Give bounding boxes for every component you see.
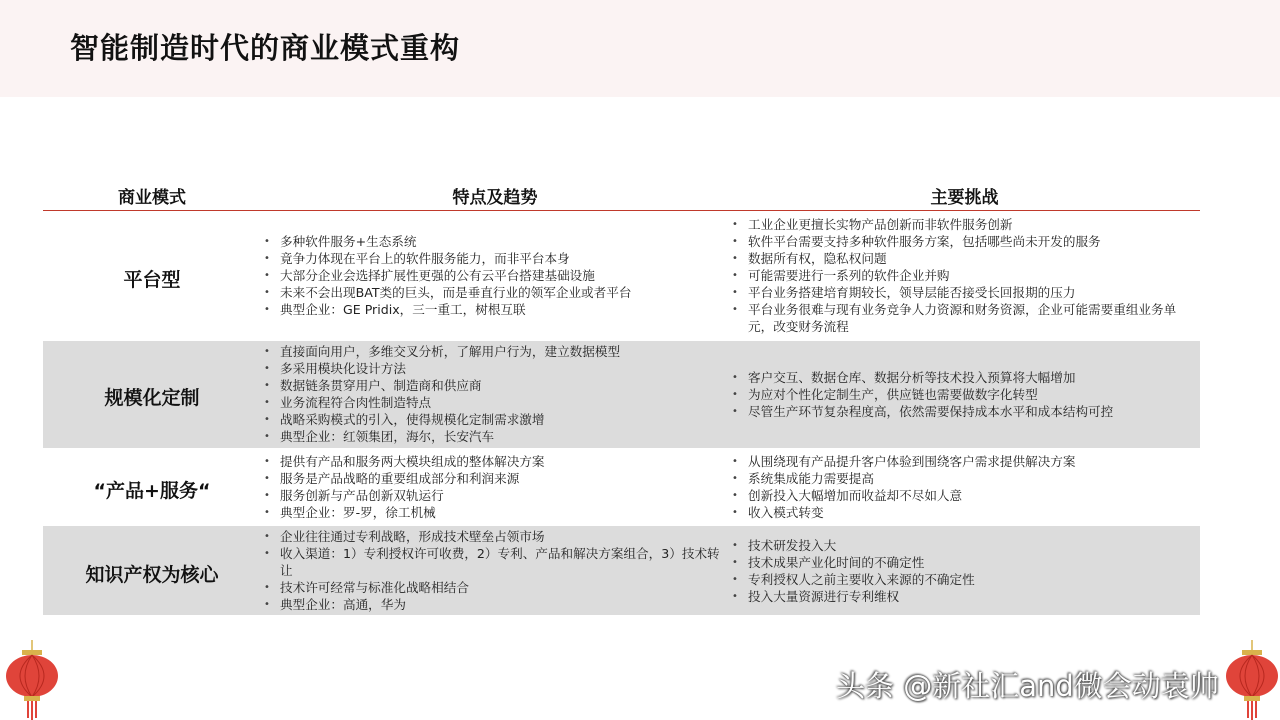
list-item: • 为应对个性化定制生产，供应链也需要做数字化转型 (729, 386, 1189, 403)
challenges-list (729, 537, 1189, 605)
list-item: • 多采用模块化设计方法 (261, 360, 721, 377)
list-item: • 创新投入大幅增加而收益却不尽如人意 (729, 487, 1189, 504)
list-item: • 收入模式转变 (729, 504, 1189, 521)
list-item: • 典型企业：罗-罗，徐工机械 (261, 504, 721, 521)
column-header-challenges: 主要挑战 (930, 188, 999, 208)
column-header-features: 特点及趋势 (452, 188, 538, 208)
row-mode-label: 平台型 (123, 269, 181, 291)
features-list (261, 233, 721, 318)
list-item: • 数据所有权，隐私权问题 (729, 250, 1189, 267)
list-item: • 典型企业：红领集团，海尔，长安汽车 (261, 428, 721, 445)
table-row-ip-core (43, 526, 1200, 615)
features-list (261, 453, 721, 521)
list-item: • 企业往往通过专利战略，形成技术壁垒占领市场 (261, 528, 721, 545)
list-item: • 可能需要进行一系列的软件企业并购 (729, 267, 1189, 284)
list-item: • 业务流程符合肉性制造特点 (261, 394, 721, 411)
table-row-mass-customization (43, 341, 1200, 448)
lantern-left-icon (0, 640, 60, 720)
list-item: • 技术成果产业化时间的不确定性 (729, 554, 1189, 571)
watermark: 头条 @新社汇and微会动袁帅 (836, 669, 1219, 703)
list-item: • 服务是产品战略的重要组成部分和利润来源 (261, 470, 721, 487)
list-item: • 从围绕现有产品提升客户体验到围绕客户需求提供解决方案 (729, 453, 1189, 470)
list-item: • 软件平台需要支持多种软件服务方案，包括哪些尚未开发的服务 (729, 233, 1189, 250)
header-rule (43, 210, 1200, 211)
list-item: • 提供有产品和服务两大模块组成的整体解决方案 (261, 453, 721, 470)
list-item: • 典型企业：高通，华为 (261, 596, 721, 613)
list-item: • 多种软件服务+生态系统 (261, 233, 721, 250)
list-item: • 直接面向用户，多维交叉分析，了解用户行为，建立数据模型 (261, 343, 721, 360)
list-item: • 工业企业更擅长实物产品创新而非软件服务创新 (729, 216, 1189, 233)
list-item: • 大部分企业会选择扩展性更强的公有云平台搭建基础设施 (261, 267, 721, 284)
list-item: • 竟争力体现在平台上的软件服务能力，而非平台本身 (261, 250, 721, 267)
table-row-platform (43, 214, 1200, 338)
challenges-list (729, 369, 1189, 420)
features-list (261, 343, 721, 445)
list-item: • 投入大量资源进行专利维权 (729, 588, 1189, 605)
table-row-product-service (43, 451, 1200, 523)
list-item: • 数据链条贯穿用户、制造商和供应商 (261, 377, 721, 394)
list-item: • 服务创新与产品创新双轨运行 (261, 487, 721, 504)
row-mode-label: 知识产权为核心 (85, 564, 219, 586)
list-item: • 未来不会出现BAT类的巨头，而是垂直行业的领军企业或者平台 (261, 284, 721, 301)
list-item: • 系统集成能力需要提高 (729, 470, 1189, 487)
list-item: • 收入渠道：1）专利授权许可收费，2）专利、产品和解决方案组合，3）技术转让 (261, 545, 721, 579)
list-item: • 典型企业：GE Pridix，三一重工，树根互联 (261, 301, 721, 318)
challenges-list (729, 453, 1189, 521)
challenges-list (729, 216, 1189, 335)
list-item: • 技术研发投入大 (729, 537, 1189, 554)
list-item: • 客户交互、数据仓库、数据分析等技术投入预算将大幅增加 (729, 369, 1189, 386)
list-item: • 技术许可经常与标准化战略相结合 (261, 579, 721, 596)
row-mode-label: 规模化定制 (104, 387, 200, 409)
lantern-right-icon (1222, 640, 1280, 720)
column-header-mode: 商业模式 (118, 188, 186, 208)
list-item: • 战略采购模式的引入，使得规模化定制需求激增 (261, 411, 721, 428)
list-item: • 尽管生产环节复杂程度高，依然需要保持成本水平和成本结构可控 (729, 403, 1189, 420)
row-mode-label: “产品+服务“ (93, 480, 211, 502)
page-title: 智能制造时代的商业模式重构 (70, 31, 461, 65)
features-list (261, 528, 721, 613)
list-item: • 平台业务很难与现有业务竞争人力资源和财务资源，企业可能需要重组业务单元，改变财务流程 (729, 301, 1189, 335)
list-item: • 平台业务搭建培育期较长，领导层能否接受长回报期的压力 (729, 284, 1189, 301)
list-item: • 专利授权人之前主要收入来源的不确定性 (729, 571, 1189, 588)
